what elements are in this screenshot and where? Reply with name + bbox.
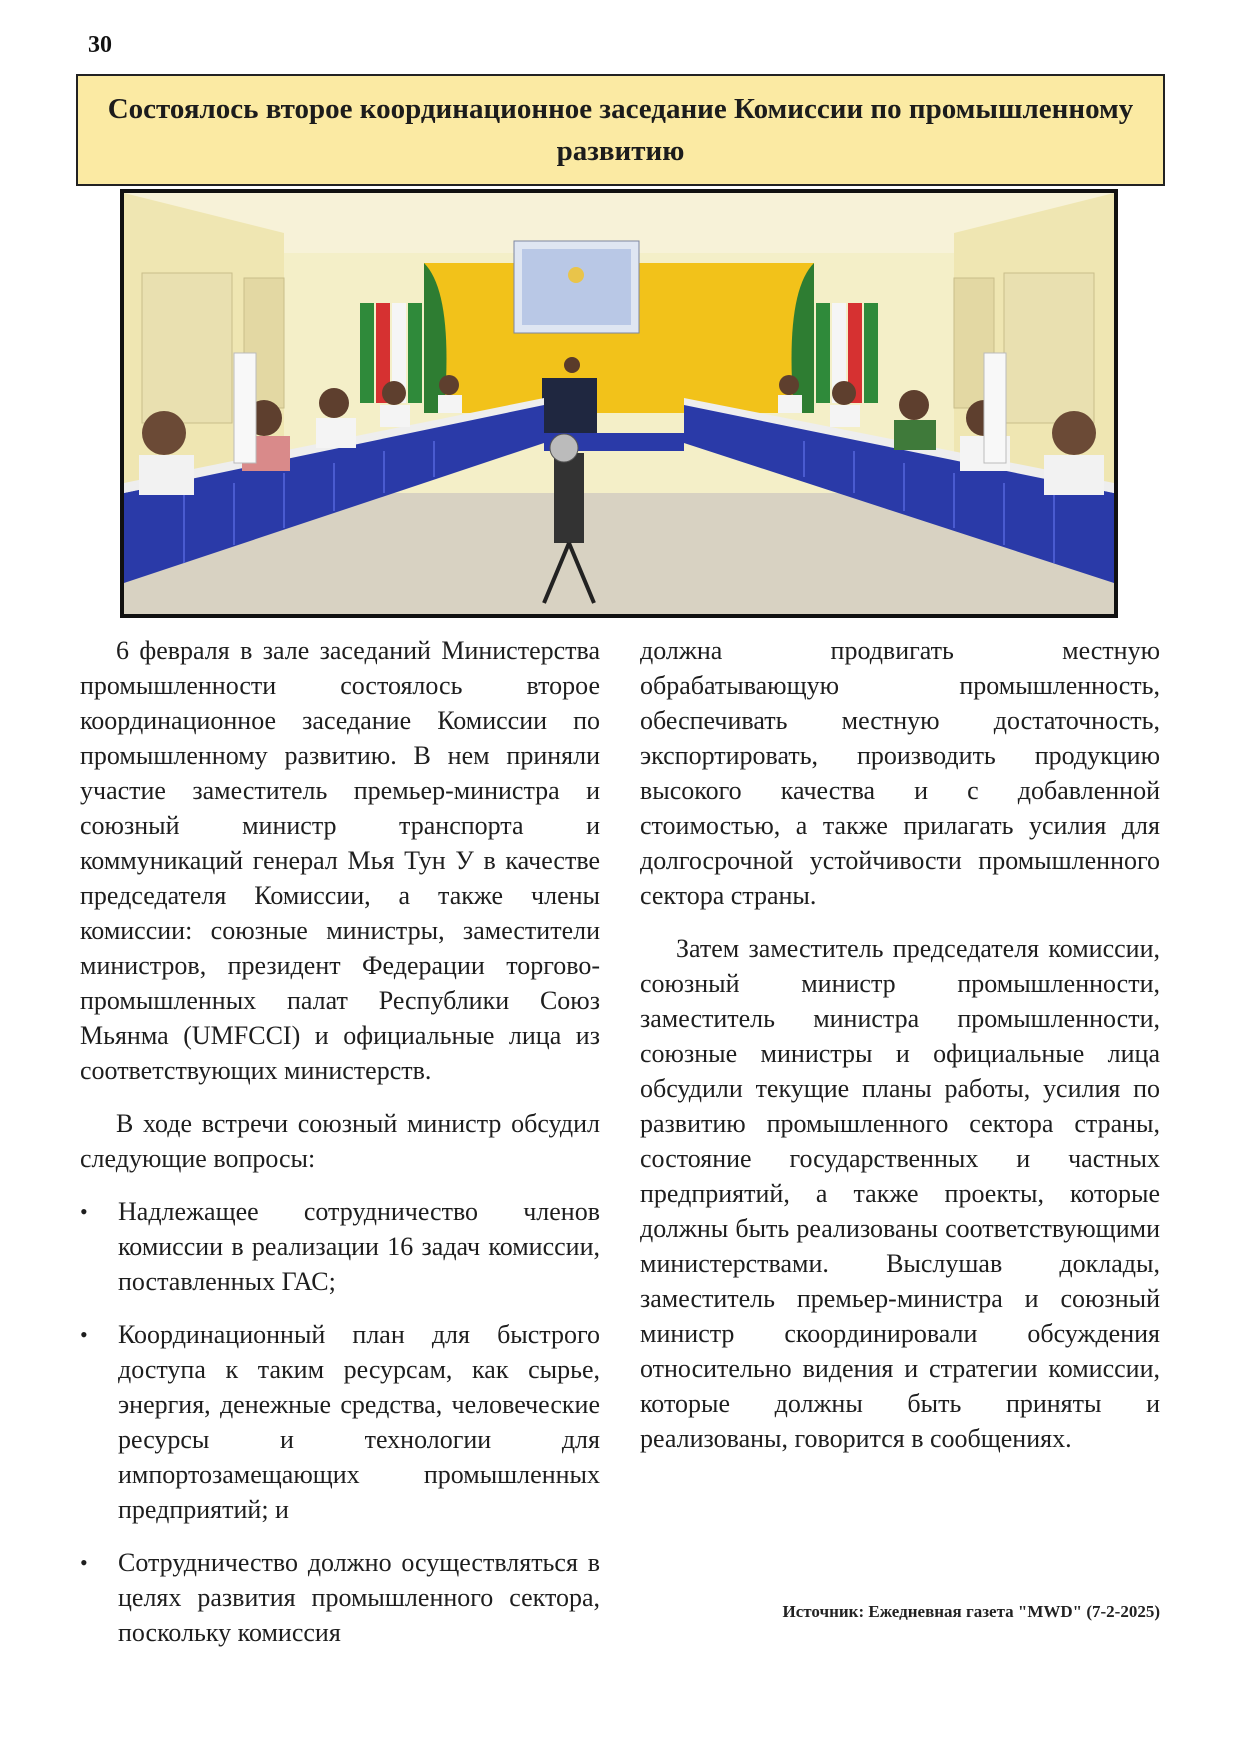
right-column <box>640 633 1160 1474</box>
paragraph: должна продвигать местную обрабатывающую промышленность, обеспечивать местную достаточность, экспортировать, производить продукцию высокого качества и с добавленной стоимостью, а также прилагать усилия для долгосрочной устойчивости промышленного сектора страны. <box>640 636 1160 910</box>
paragraph: В ходе встречи союзный министр обсудил следующие вопросы: <box>80 1109 600 1173</box>
meeting-photo <box>120 189 1118 618</box>
bullet-icon: • <box>80 1322 88 1347</box>
source-citation: Источник: Ежедневная газета "MWD" (7-2-2025) <box>782 1602 1160 1621</box>
bullet-icon: • <box>80 1550 88 1575</box>
list-item <box>80 1194 600 1299</box>
list-item <box>80 1545 600 1650</box>
paragraph: Затем заместитель председателя комиссии, союзный министр промышленности, заместитель министра промышленности, союзные министры и официальные лица обсудили текущие планы работы, усилия по развитию промышленного сектора страны, состояние государственных и частных предприятий, а также проекты, которые должны быть реализованы соответствующими министерствами. Выслушав доклады, заместитель премьер-министра и союзный министр скоординировали обсуждения относительно видения и стратегии комиссии, которые должны быть приняты и реализованы, говорится в сообщениях. <box>640 934 1160 1453</box>
article-title-text: Состоялось второе координационное заседание Комиссии по промышленному развитию <box>107 93 1134 167</box>
bullet-icon: • <box>80 1199 88 1224</box>
meeting-hall-illustration <box>124 193 1114 614</box>
list-item-text: Надлежащее сотрудничество членов комиссии в реализации 16 задач комиссии, поставленных ГАС; <box>118 1197 600 1296</box>
page-number: 30 <box>88 32 112 58</box>
left-column <box>80 633 600 1668</box>
list-item-text: Координационный план для быстрого доступа к таким ресурсам, как сырье, энергия, денежные средства, человеческие ресурсы и технологии для импортозамещающих промышленных предприятий; и <box>118 1320 600 1524</box>
article-title <box>76 74 1165 186</box>
paragraph: 6 февраля в зале заседаний Министерства промышленности состоялось второе координационное заседание Комиссии по промышленному развитию. В нем приняли участие заместитель премьер-министра и союзный министр транспорта и коммуникаций генерал Мья Тун У в качестве председателя Комиссии, а также члены комиссии: союзные министры, заместители министров, президент Федерации торгово-промышленных палат Республики Союз Мьянма (UMFCCI) и официальные лица из соответствующих министерств. <box>80 636 600 1085</box>
bullet-list <box>80 1194 600 1650</box>
list-item <box>80 1317 600 1527</box>
list-item-text: Сотрудничество должно осуществляться в целях развития промышленного сектора, поскольку комиссия <box>118 1548 600 1647</box>
